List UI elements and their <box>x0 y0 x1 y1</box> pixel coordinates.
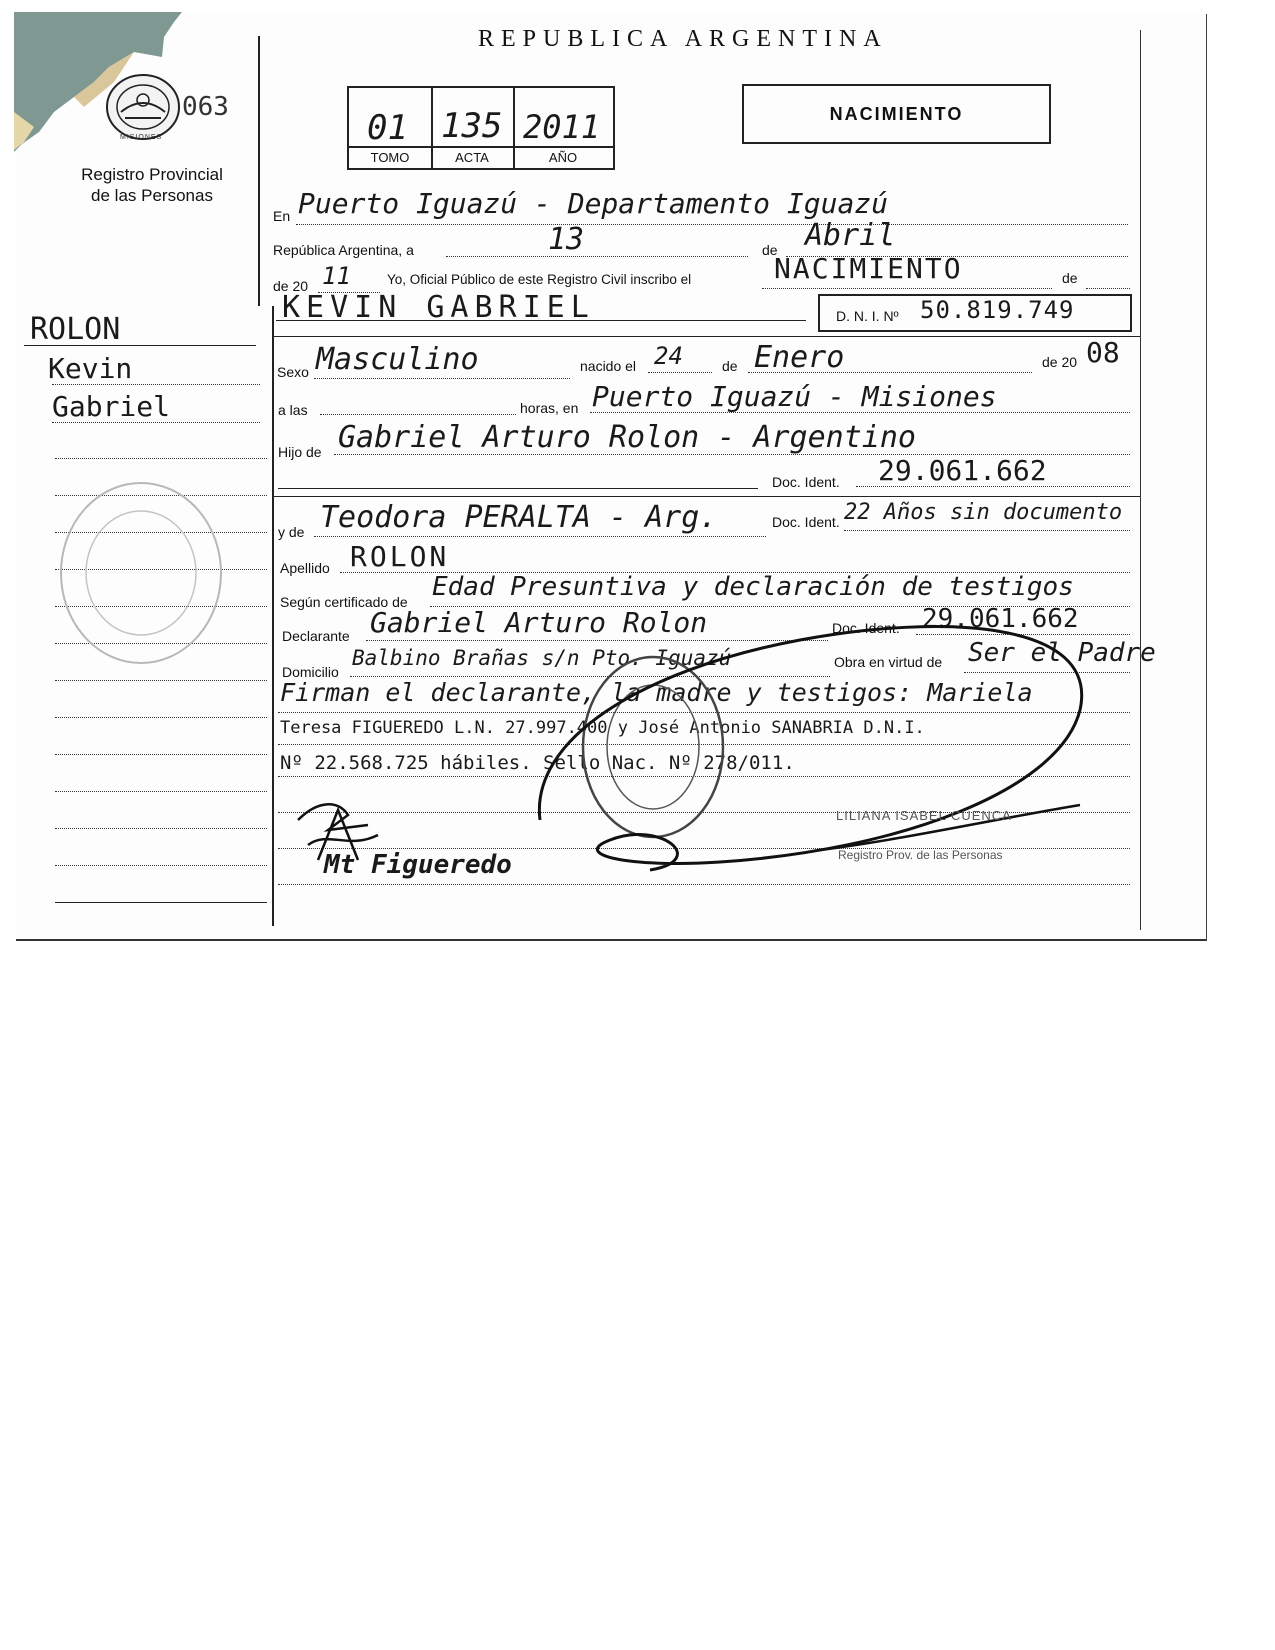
act-written-value: NACIMIENTO <box>774 252 963 285</box>
tomo-label: TOMO <box>370 150 410 165</box>
month-value: Abril <box>805 218 896 253</box>
label-certificado: Según certificado de <box>280 594 408 610</box>
domicilio-value: Balbino Brañas s/n Pto. Iguazú <box>352 646 732 670</box>
right-divider <box>1140 30 1141 930</box>
provincial-seal-icon <box>103 72 183 142</box>
label-dni: D. N. I. Nº <box>836 308 899 324</box>
person-name-value: KEVIN GABRIEL <box>282 290 595 325</box>
official-stamp-office: Registro Prov. de las Personas <box>838 848 1003 862</box>
official-stamp-name: LILIANA ISABEL CUENCA <box>836 808 1012 823</box>
margin-given-2: Gabriel <box>52 390 171 423</box>
certificado-value: Edad Presuntiva y declaración de testigos <box>432 572 1074 602</box>
country-title: REPUBLICA ARGENTINA <box>478 26 888 52</box>
mother-value: Teodora PERALTA - Arg. <box>320 500 718 535</box>
label-de-20: de 20 <box>273 278 309 294</box>
label-sexo: Sexo <box>277 364 309 380</box>
notes-line-2: Teresa FIGUEREDO L.N. 27.997.400 y José Antonio SANABRIA D.N.I. <box>280 718 925 738</box>
tomo-value: 01 <box>367 108 408 148</box>
left-divider <box>258 36 260 306</box>
label-y-de: y de <box>278 524 305 540</box>
father-doc-value: 29.061.662 <box>878 454 1047 487</box>
label-obra: Obra en virtud de <box>834 654 943 670</box>
reference-box <box>347 86 615 170</box>
notes-line-1: Firman el declarante, la madre y testigos: Mariela <box>280 678 1033 707</box>
registry-name <box>52 164 252 206</box>
dni-box <box>818 294 1132 332</box>
label-hijo: Hijo de <box>278 444 322 460</box>
birth-month-value: Enero <box>754 340 845 375</box>
left-divider-lower <box>272 306 274 926</box>
label-doc-ident-mother: Doc. Ident. <box>772 514 840 530</box>
year-suffix-value: 11 <box>322 262 351 290</box>
notes-line-3: Nº 22.568.725 hábiles. Sello Nac. Nº 278/011. <box>280 752 795 774</box>
mother-doc-value: 22 Años sin documento <box>844 500 1123 525</box>
label-horas: horas, en <box>520 400 579 416</box>
label-doc-ident-declarante: Doc. Ident. <box>832 620 900 636</box>
margin-given-1: Kevin <box>48 352 133 385</box>
obra-value: Ser el Padre <box>968 638 1156 668</box>
birth-day-value: 24 <box>654 342 683 370</box>
act-type-box <box>742 84 1051 144</box>
label-de-month: de <box>762 242 778 258</box>
witness-signature: Mt Figueredo <box>324 850 512 880</box>
sexo-value: Masculino <box>316 342 479 377</box>
day-value: 13 <box>548 222 585 257</box>
label-apellido: Apellido <box>280 560 330 576</box>
act-type-label: NACIMIENTO <box>829 103 964 124</box>
label-oficial: Yo, Oficial Público de este Registro Civil inscribo el <box>387 272 692 287</box>
acta-value: 135 <box>441 106 503 146</box>
label-de-end: de <box>1062 270 1078 286</box>
label-a-las: a las <box>278 402 308 418</box>
seal-caption: MISIONES <box>120 134 163 141</box>
label-de-200: de 20 <box>1042 354 1078 370</box>
place-value: Puerto Iguazú - Departamento Iguazú <box>298 187 889 220</box>
label-republica: República Argentina, a <box>273 242 414 258</box>
label-doc-ident-father: Doc. Ident. <box>772 474 840 490</box>
declarante-doc-value: 29.061.662 <box>922 604 1079 634</box>
birth-place-value: Puerto Iguazú - Misiones <box>592 380 997 413</box>
surname-value: ROLON <box>350 540 450 573</box>
corner-number: 063 <box>182 92 229 122</box>
anio-label: AÑO <box>548 150 578 165</box>
margin-stamp-icon <box>56 478 226 668</box>
label-domicilio: Domicilio <box>282 664 339 680</box>
registry-line-2: de las Personas <box>91 186 213 205</box>
oval-signature-icon <box>520 600 1100 880</box>
label-de-birthmonth: de <box>722 358 738 374</box>
dni-value: 50.819.749 <box>920 296 1075 324</box>
father-value: Gabriel Arturo Rolon - Argentino <box>338 420 916 455</box>
label-nacido: nacido el <box>580 358 637 374</box>
margin-surname: ROLON <box>30 312 121 347</box>
label-declarante: Declarante <box>282 628 350 644</box>
registry-line-1: Registro Provincial <box>81 165 223 184</box>
anio-value: 2011 <box>523 108 601 146</box>
label-en: En <box>273 208 291 224</box>
birth-year-value: 08 <box>1086 336 1120 369</box>
acta-label: ACTA <box>455 150 489 165</box>
declarante-value: Gabriel Arturo Rolon <box>370 606 708 639</box>
